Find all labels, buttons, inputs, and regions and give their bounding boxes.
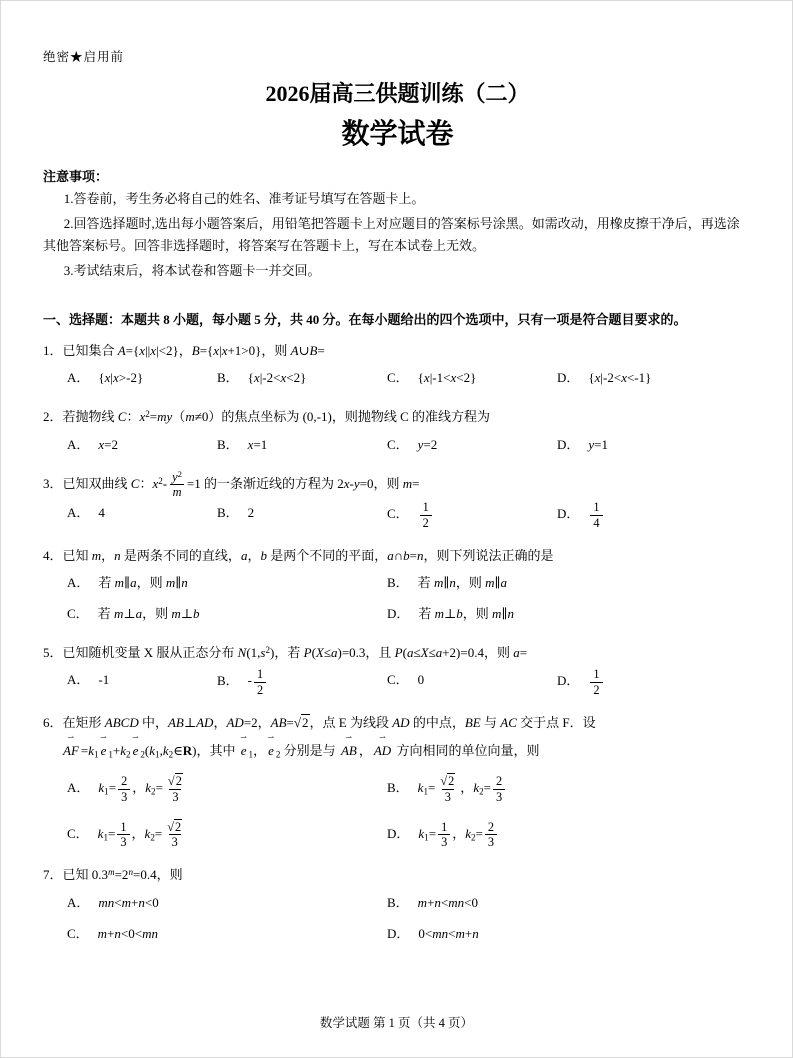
option-label: C． <box>387 370 409 386</box>
math-frac: $\frac{2}{3}$ <box>493 774 505 803</box>
math-vec: e ⇀ <box>241 736 247 766</box>
question-5-option-A: A． -1 <box>67 672 110 688</box>
math-it: C <box>130 475 140 491</box>
math-frac: $\frac{√2}{3}$ <box>167 774 182 804</box>
math-it: x <box>152 475 159 491</box>
math-it: P <box>303 645 312 661</box>
math-b: R <box>182 743 193 759</box>
notice-item-2: 2.回答选择题时,选出每小题答案后，用铅笔把答题卡上对应题目的答案标号涂黑。如需改动，用橡皮擦干净后，再选涂其他答案标号。回答非选择题时，将答案写在答题卡上，写在本试卷上无效。 <box>43 216 740 254</box>
math-sub: 2 <box>168 749 174 760</box>
math-it: m <box>417 894 428 910</box>
math-it: mn <box>432 925 449 941</box>
math-frac: $\frac{1}{3}$ <box>438 820 450 849</box>
question-1 <box>43 337 752 391</box>
math-it: m <box>114 575 125 591</box>
math-it: x <box>594 370 601 386</box>
math-it: b <box>403 547 410 563</box>
question-5-option-D <box>557 667 752 696</box>
question-6-options <box>67 774 752 849</box>
option-label: A． <box>67 780 90 795</box>
math-it: m <box>455 925 465 941</box>
math-it: m <box>172 485 182 500</box>
notice-item-1: 1.答卷前，考生务必将自己的姓名、准考证号填写在答题卡上。 <box>63 191 425 206</box>
math-it: my <box>157 409 173 425</box>
question-1-option-C: C． {x|-1<x<2} <box>387 370 477 386</box>
math-it: k <box>149 743 156 759</box>
math-it: x <box>150 343 157 359</box>
question-1-options <box>67 365 752 391</box>
math-it: m <box>91 547 102 563</box>
math-it: x <box>139 409 146 425</box>
option-label: B． <box>387 894 409 910</box>
option-label: D． <box>557 370 580 386</box>
math-sub: 1 <box>424 831 429 842</box>
question-5-stem: 5．已知随机变量 X 服从正态分布 $N(1,s^2)$，若 P(X≤a)=0.3，且 P(a≤X≤a+2)=0.4，则 a= <box>43 645 528 661</box>
math-it: BE <box>464 714 481 730</box>
question-3-option-A: A． 4 <box>67 505 105 521</box>
exam-subtitle: 数学试卷 <box>341 119 454 150</box>
math-it: x <box>104 370 111 386</box>
question-3-options <box>67 500 752 529</box>
math-it: y <box>353 475 360 491</box>
question-7-option-D: D． 0<mn<m+n <box>387 925 479 941</box>
question-7-options <box>67 890 752 947</box>
math-it: x <box>113 370 119 386</box>
math-sub: 2 <box>140 749 145 760</box>
math-sub: 2 <box>471 831 476 842</box>
question-5-option-B: B． - $\frac{1}{2}$ <box>217 667 387 696</box>
math-it: n <box>472 925 479 941</box>
math-sqrt: √2 <box>167 820 182 835</box>
math-it: b <box>192 606 200 622</box>
option-label: D． <box>387 825 410 841</box>
math-it: m <box>121 894 132 910</box>
math-it: a <box>135 606 143 622</box>
math-sub: 1 <box>94 749 99 760</box>
question-5 <box>43 639 752 697</box>
math-it: AD <box>392 714 410 730</box>
question-4-option-B: B． 若 m∥n，则 m∥a <box>387 575 508 591</box>
option-label: C． <box>387 506 409 522</box>
math-vec: AF ⇀ <box>63 736 79 766</box>
math-it: AB <box>167 714 184 730</box>
math-it: AD <box>226 714 244 730</box>
math-it: x <box>253 370 260 386</box>
option-label: B． <box>217 370 239 386</box>
math-it: a <box>435 645 443 661</box>
math-it: k <box>162 743 169 759</box>
math-it: k <box>465 825 472 841</box>
math-frac: $\frac{1}{2}$ <box>254 667 266 696</box>
math-sub: 1 <box>104 786 109 797</box>
notice-heading: 注意事项： <box>43 169 109 184</box>
option-label: B． <box>217 436 239 452</box>
math-sup: 2 <box>177 469 182 480</box>
math-frac: $\frac{1}{2}$ <box>590 667 602 696</box>
math-it: ABCD <box>104 714 139 730</box>
math-it: A <box>117 343 126 359</box>
math-it: m <box>434 606 445 622</box>
math-it: a <box>240 547 248 563</box>
question-7-option-B: B． m+n<mn<0 <box>387 894 478 910</box>
math-vec: e ⇀ <box>268 736 274 766</box>
math-vec: e ⇀ <box>101 736 107 766</box>
math-it: P <box>394 645 403 661</box>
option-label: A． <box>67 672 90 688</box>
question-4-options <box>67 570 752 627</box>
math-sup: 2 <box>265 645 271 656</box>
math-frac: $\frac{1}{3}$ <box>117 820 129 849</box>
math-it: y <box>588 436 595 452</box>
option-label: C． <box>67 825 89 841</box>
option-label: C． <box>67 606 89 622</box>
question-2 <box>43 403 752 457</box>
option-label: C． <box>387 436 409 452</box>
math-it: m <box>171 606 181 622</box>
math-it: B <box>191 343 200 359</box>
option-label: C． <box>67 925 89 941</box>
math-sup: 2 <box>158 475 163 486</box>
option-label: D． <box>387 606 410 622</box>
math-it: X <box>420 645 429 661</box>
math-it: b <box>456 606 463 622</box>
question-2-option-D: D． y=1 <box>557 436 609 452</box>
math-frac: $\frac{√2}{3}$ <box>440 774 455 804</box>
math-sub: 1 <box>248 749 254 760</box>
math-it: x <box>280 370 287 386</box>
math-it: n <box>181 575 188 591</box>
math-it: AB <box>270 714 287 730</box>
option-label: B． <box>387 575 409 591</box>
question-2-stem: 2．若抛物线 C：$x^2=my(m\ne 0)$的焦点坐标为 (0,-1)，则抛物线 C 的准线方程为 <box>43 409 490 425</box>
math-it: k <box>97 825 104 841</box>
math-it: a <box>331 645 338 661</box>
question-2-option-C: C． y=2 <box>387 436 438 452</box>
math-vec: AB ⇀ <box>341 736 357 766</box>
math-it: x <box>450 370 457 386</box>
question-6-stem-2: AF ⇀ =k1 e ⇀ 1+k2 e ⇀ 2(k1,k2∈R)，其中 e ⇀ 1， e ⇀ 2 分别是与 AB ⇀ ， AD ⇀ 方向相同的单位向量，则 <box>61 736 752 766</box>
math-it: s <box>260 645 266 661</box>
math-it: mn <box>142 925 158 941</box>
question-6-option-D: D． k1= $\frac{1}{3}$ ，k2= $\frac{2}{3}$ <box>387 820 752 850</box>
math-it: AD <box>196 714 214 730</box>
math-it: k <box>145 780 152 795</box>
question-6-option-B: B． k1= $\frac{√2}{3}$ ，k2= $\frac{2}{3}$ <box>387 774 752 804</box>
math-it: x <box>423 370 430 386</box>
math-it: k <box>88 743 95 759</box>
option-label: D． <box>557 506 580 522</box>
math-vec: AD ⇀ <box>374 736 391 766</box>
math-it: C <box>117 409 127 425</box>
option-label: A． <box>67 436 90 452</box>
math-it: x <box>247 436 254 452</box>
math-vec: e ⇀ <box>133 736 139 766</box>
math-sub: 1 <box>423 786 428 797</box>
question-3-option-D <box>557 500 752 529</box>
exam-title: 2026届高三供题训练（二） <box>265 81 530 106</box>
question-3-stem: 3．已知双曲线 C：$x^2-$ $\frac{y^2}{m}$ =1 的一条渐近线的方程为 2x-y=0，则 m= <box>43 469 420 500</box>
question-6 <box>43 709 752 850</box>
math-frac: $\frac{2}{3}$ <box>485 820 497 849</box>
option-label: B． <box>217 505 239 521</box>
question-6-stem: 6．在矩形 ABCD 中，AB⊥AD，AD=2，AB=√2，点 E 为线段 AD 的中点，BE 与 AC 交于点 F．设 <box>43 714 596 730</box>
math-it: x <box>213 343 220 359</box>
math-it: m <box>492 606 502 622</box>
math-sup: 2 <box>145 409 150 420</box>
math-it: x <box>221 343 228 359</box>
question-5-option-C: C． 0 <box>387 672 425 688</box>
option-label: A． <box>67 894 90 910</box>
math-it: B <box>309 343 318 359</box>
question-6-option-C: C． k1= $\frac{1}{3}$ ，k2= $\frac{√2}{3}$ <box>67 820 387 850</box>
math-it: A <box>290 343 299 359</box>
option-label: D． <box>557 436 580 452</box>
notice-list <box>43 188 752 282</box>
math-it: m <box>165 575 176 591</box>
option-label: B． <box>387 780 409 795</box>
option-label: D． <box>387 925 410 941</box>
math-it: n <box>114 925 121 941</box>
math-it: k <box>120 743 127 759</box>
math-supi: n <box>128 867 133 878</box>
math-it: a <box>130 575 137 591</box>
math-it: x <box>139 343 146 359</box>
question-1-option-A: A． {x|x>-2} <box>67 370 144 386</box>
math-it: n <box>114 547 121 563</box>
math-frac: $\frac{√2}{3}$ <box>167 820 182 850</box>
math-it: a <box>387 547 394 563</box>
math-it: n <box>449 575 456 591</box>
math-it: a <box>513 645 520 661</box>
math-it: n <box>507 606 514 622</box>
math-it: k <box>418 825 425 841</box>
math-sub: 2 <box>151 786 156 797</box>
math-it: X <box>315 645 324 661</box>
math-sub: 2 <box>150 831 155 842</box>
page-footer: 数学试题 第 1 页（共 4 页） <box>319 1016 474 1030</box>
math-it: k <box>144 825 151 841</box>
question-3-option-B: B． 2 <box>217 505 255 521</box>
question-4 <box>43 542 752 627</box>
math-frac: $\frac{1}{4}$ <box>590 500 602 529</box>
math-sub: 1 <box>103 831 108 842</box>
notice-item-3: 3.考试结束后，将本试卷和答题卡一并交回。 <box>63 263 321 279</box>
question-4-option-A: A． 若 m∥a，则 m∥n <box>67 575 188 591</box>
question-7-stem: 7．已知 $0.3^m=2^n=0.4$，则 <box>43 867 183 883</box>
question-2-option-B: B． x=1 <box>217 436 268 452</box>
question-2-option-A: A． x=2 <box>67 436 119 452</box>
question-3 <box>43 470 752 530</box>
math-it: m <box>113 606 124 622</box>
math-sub: 1 <box>155 749 160 760</box>
math-sub: 2 <box>126 749 131 760</box>
math-frac <box>169 470 185 499</box>
question-list <box>43 337 752 947</box>
math-it: k <box>473 780 480 795</box>
option-label: A． <box>67 575 90 591</box>
math-it: x <box>621 370 627 386</box>
section-heading: 一、选择题：本题共 8 小题，每小题 5 分，共 40 分。在每小题给出的四个选项中，只有一项是符合题目要求的。 <box>43 312 687 328</box>
math-it: n <box>416 547 424 563</box>
math-it: a <box>500 575 508 591</box>
math-it: m <box>433 575 444 591</box>
question-5-options <box>67 667 752 696</box>
question-4-option-C: C． 若 m⊥a，则 m⊥b <box>67 606 200 622</box>
math-it: AC <box>500 714 517 730</box>
math-sub: 2 <box>479 786 484 797</box>
option-label: C． <box>387 672 409 688</box>
math-it: n <box>434 894 441 910</box>
math-supi: m <box>108 867 115 878</box>
option-label: D． <box>557 673 580 689</box>
math-sqrt: √2 <box>440 774 455 789</box>
question-4-stem: 4．已知 m，n 是两条不同的直线，a，b 是两个不同的平面，a∩b=n，则下列说法正确的是 <box>43 547 554 563</box>
math-it: m <box>402 475 413 491</box>
question-1-stem: 1．已知集合 A={x||x|<2}，B={x|x+1>0}，则 A∪B= <box>43 343 325 359</box>
option-label: B． <box>217 673 239 689</box>
math-sqrt: √2 <box>293 714 309 730</box>
math-it: N <box>237 645 247 661</box>
math-it: k <box>98 780 105 795</box>
math-it: n <box>138 894 145 910</box>
option-label: A． <box>67 505 90 521</box>
math-it: m <box>185 409 195 425</box>
math-sqrt: √2 <box>167 774 182 789</box>
math-it: y <box>172 470 178 485</box>
question-2-options <box>67 432 752 458</box>
question-7-option-C: C． m+n<0<mn <box>67 925 158 941</box>
question-4-option-D: D． 若 m⊥b，则 m∥n <box>387 606 514 622</box>
option-label: A． <box>67 370 90 386</box>
security-label: 绝密★启用前 <box>43 50 125 64</box>
math-frac: $\frac{2}{3}$ <box>118 774 130 803</box>
math-it: mn <box>448 894 465 910</box>
math-it: mn <box>98 894 115 910</box>
math-it: m <box>485 575 495 591</box>
math-it: k <box>417 780 424 795</box>
question-1-option-B: B． {x|-2<x<2} <box>217 370 307 386</box>
question-7-option-A: A． mn<m+n<0 <box>67 894 159 910</box>
math-it: y <box>417 436 424 452</box>
math-it: a <box>406 645 414 661</box>
math-frac: $\frac{1}{2}$ <box>420 500 432 529</box>
math-it: x <box>343 475 350 491</box>
question-6-option-A: A． k1= $\frac{2}{3}$ ，k2= $\frac{√2}{3}$ <box>67 774 387 804</box>
math-sub: 1 <box>108 749 113 760</box>
question-1-option-D: D． {x|-2<x<-1} <box>557 370 652 386</box>
math-it: x <box>98 436 105 452</box>
math-it: m <box>97 925 108 941</box>
question-3-option-C <box>387 500 557 529</box>
question-7 <box>43 861 752 946</box>
math-sub: 2 <box>275 749 281 760</box>
math-it: b <box>260 547 267 563</box>
